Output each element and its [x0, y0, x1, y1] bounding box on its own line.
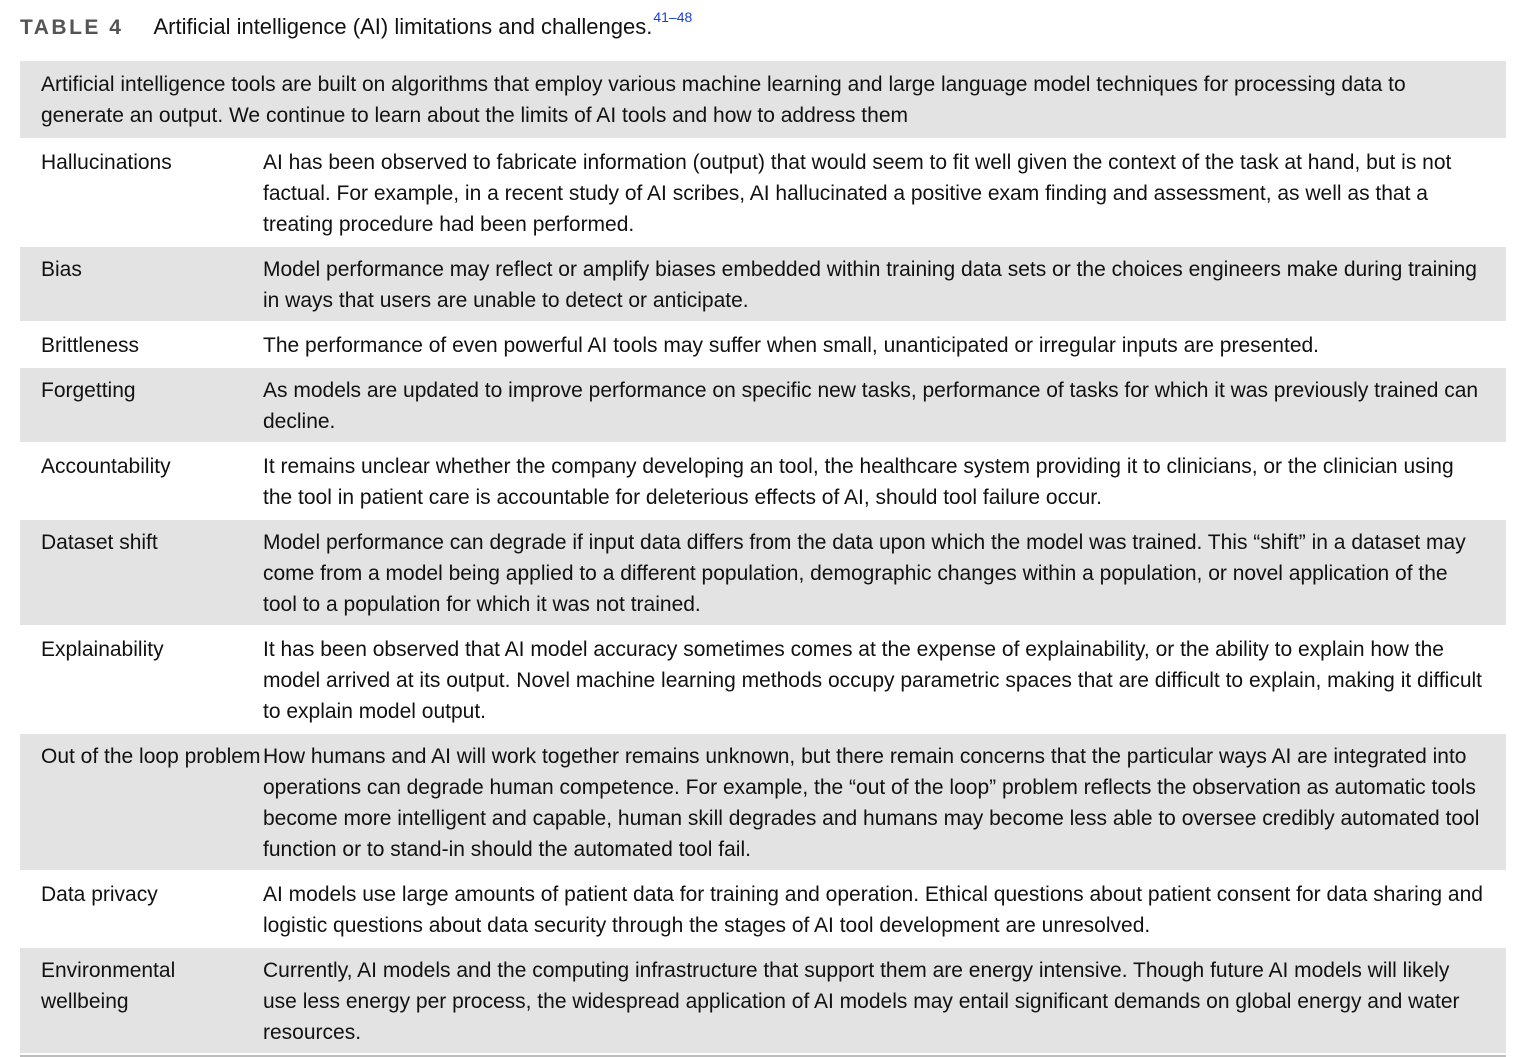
table-row	[20, 872, 1506, 948]
description-cell: How humans and AI will work together remains unknown, but there remain concerns that the particular ways AI are integrated into operations can degrade human competence. For example, the “out of the loop” problem reflects the observation as automatic tools become more intelligent and capable, human skill degrades and humans may become less able to oversee credibly automated tool function or to stand-in should the automated tool fail.	[263, 745, 1480, 861]
term-cell: Accountability	[41, 455, 171, 478]
description-cell: As models are updated to improve performance on specific new tasks, performance of tasks for which it was previously trained can decline.	[263, 379, 1479, 433]
term-cell: Forgetting	[41, 379, 136, 402]
table-row	[20, 444, 1506, 520]
table-row	[20, 734, 1506, 872]
description-cell: Model performance may reflect or amplify biases embedded within training data sets or the choices engineers make during training in ways that users are unable to detect or anticipate.	[263, 258, 1477, 312]
description-cell: AI has been observed to fabricate information (output) that would seem to fit well given the context of the task at hand, but is not factual. For example, in a recent study of AI scribes, AI hallucinated a positive exam finding and assessment, as well as that a treating procedure had been performed.	[263, 151, 1452, 236]
table-row	[20, 140, 1506, 247]
table-row	[20, 368, 1506, 444]
term-cell: Explainability	[41, 638, 164, 661]
description-cell: The performance of even powerful AI tools may suffer when small, unanticipated or irregular inputs are presented.	[263, 334, 1320, 357]
term-cell: Brittleness	[41, 334, 140, 357]
table-row	[20, 948, 1506, 1055]
term-cell: Environmental wellbeing	[41, 959, 176, 1013]
description-cell: Model performance can degrade if input data differs from the data upon which the model was trained. This “shift” in a dataset may come from a model being applied to a different population, demographic changes within a population, or novel application of the tool to a population for which it was not trained.	[263, 531, 1466, 616]
term-cell: Out of the loop problem	[41, 745, 261, 768]
table-caption	[20, 9, 693, 50]
description-cell: It has been observed that AI model accuracy sometimes comes at the expense of explainability, or the ability to explain how the model arrived at its output. Novel machine learning methods occupy parametric spaces that are difficult to explain, making it difficult to explain model output.	[263, 638, 1483, 723]
table-row	[20, 520, 1506, 627]
table-intro-row: Artificial intelligence tools are built on algorithms that employ various machine learning and large language model techniques for processing data to generate an output. We continue to learn about the limits of AI tools and how to address them	[20, 61, 1506, 140]
description-cell: It remains unclear whether the company developing an tool, the healthcare system providing it to clinicians, or the clinician using the tool in patient care is accountable for deleterious effects of AI, should tool failure occur.	[263, 455, 1454, 509]
term-cell: Bias	[41, 258, 82, 281]
description-cell: AI models use large amounts of patient data for training and operation. Ethical questions about patient consent for data sharing and logistic questions about data security through the stages of AI tool development are unresolved.	[263, 883, 1483, 937]
description-cell: Currently, AI models and the computing infrastructure that support them are energy intensive. Though future AI models will likely use less energy per process, the widespread application of AI models may entail significant demands on global energy and water resources.	[263, 959, 1460, 1044]
reference-link[interactable]: 41–48	[653, 9, 693, 25]
table-row	[20, 627, 1506, 734]
limitations-table	[20, 61, 1506, 1057]
table-row	[20, 247, 1506, 323]
term-cell: Data privacy	[41, 883, 158, 906]
term-cell: Dataset shift	[41, 531, 158, 554]
table-number-label: TABLE 4	[20, 16, 124, 39]
term-cell: Hallucinations	[41, 151, 172, 174]
table-title: Artificial intelligence (AI) limitations and challenges.	[153, 14, 653, 39]
table-row	[20, 323, 1506, 368]
